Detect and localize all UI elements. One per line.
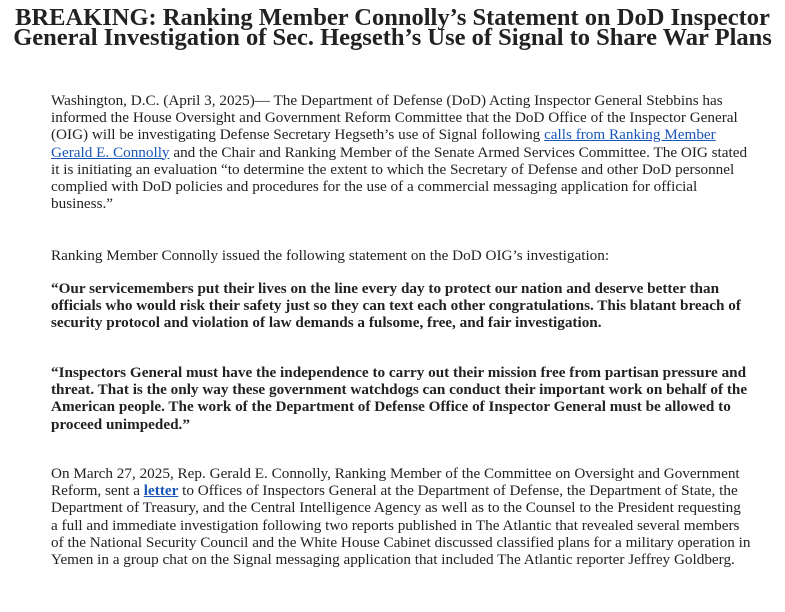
background-text-after-link: to Offices of Inspectors General at the Department of Defense, the Department of State, the Department of Treasury, and the Central Intelligence Agency as well as to the Counsel to the President requesting a full and immediate investigation following two reports published in The Atlantic that revealed several members of the National Security Council and the White House Cabinet discussed classified plans for a military operation in Yemen in a group chat on the Signal messaging application that included The Atlantic reporter Jeffrey Goldberg. <box>51 482 751 569</box>
intro-text-after-link: and the Chair and Ranking Member of the Senate Armed Services Committee. The OIG stated it is initiating an evaluation “to determine the extent to which the Secretary of Defense and other DoD personnel complied with DoD policies and procedures for the use of a commercial messaging application for official business.” <box>51 143 748 213</box>
background-paragraph <box>51 465 751 568</box>
calls-from-connolly-link[interactable]: calls from Ranking Member Gerald E. Connolly <box>51 126 716 161</box>
headline: BREAKING: Ranking Member Connolly’s Statement on DoD Inspector General Investigation of Sec. Hegseth’s Use of Signal to Share War Plans <box>13 4 772 51</box>
intro-paragraph <box>51 92 751 212</box>
intro-text-before-link: Washington, D.C. (April 3, 2025)— The Department of Defense (DoD) Acting Inspector General Stebbins has informed the House Oversight and Government Reform Committee that the DoD Office of the Inspector General (OIG) will be investigating Defense Secretary Hegseth’s use of Signal following <box>51 92 738 144</box>
quote-paragraph-1: “Our servicemembers put their lives on the line every day to protect our nation and deserve better than officials who would risk their safety just so they can text each other congratulations. This blatant breach of security protocol and violation of law demands a fulsome, free, and fair investigation. <box>51 280 741 332</box>
background-text-before-link: On March 27, 2025, Rep. Gerald E. Connolly, Ranking Member of the Committee on Oversight and Government Reform, sent a <box>51 465 740 500</box>
letter-link[interactable]: letter <box>143 482 179 500</box>
statement-intro-paragraph: Ranking Member Connolly issued the following statement on the DoD OIG’s investigation: <box>51 247 610 264</box>
quote-paragraph-2: “Inspectors General must have the independence to carry out their mission free from partisan pressure and threat. That is the only way these government watchdogs can conduct their important work on behalf of the American people. The work of the Department of Defense Office of Inspector General must be allowed to proceed unimpeded.” <box>51 364 748 433</box>
